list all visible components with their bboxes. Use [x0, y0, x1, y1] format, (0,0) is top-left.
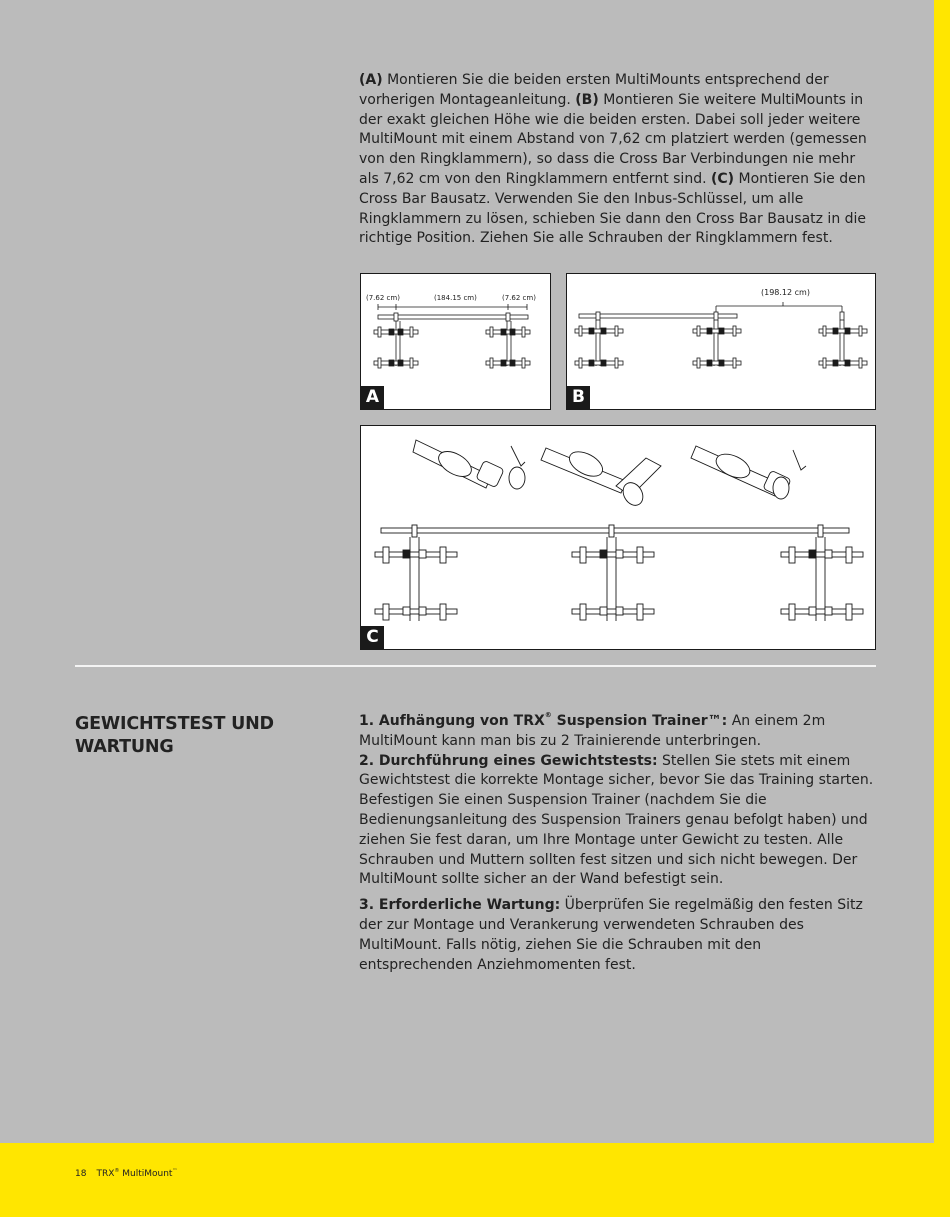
accent-bar-right — [934, 0, 950, 1217]
figure-b-label: B — [567, 386, 590, 409]
footer-reg: ® — [114, 1168, 120, 1174]
step-b-text: Montieren Sie weitere MultiMounts in der exakt gleichen Höhe wie die beiden ersten. Dabei soll jeder weitere MultiMount mit einem Abstand von 7,62 cm platziert werden (gemessen von den Ringklammern), so dass die Cross Bar Verbindungen nie mehr als 7,62 cm von den Ringklammern entfernt sind. — [359, 91, 867, 187]
intro-paragraph — [359, 71, 879, 249]
footer-brand: TRX — [96, 1169, 115, 1179]
item2-text: Stellen Sie stets mit einem Gewichtstest die korrekte Montage sicher, bevor Sie das Training starten. Befestigen Sie einen Suspension Trainer (nachdem Sie die Bedienungsanleitung des Suspension Trainers genau befolgt haben) und ziehen Sie fest daran, um Ihre Montage unter Gewicht zu testen. Alle Schrauben und Muttern sollten fest sitzen und sich nicht bewegen. Der MultiMount sollte sicher an der Wand befestigt sein. — [359, 752, 874, 888]
figure-c-label: C — [361, 626, 384, 649]
item3-title: 3. Erforderliche Wartung: — [359, 897, 561, 914]
footer-text — [75, 1169, 177, 1179]
item1-reg: ® — [544, 711, 552, 719]
item3-text: Überprüfen Sie regelmäßig den festen Sitz der zur Montage und Verankerung verwendeten Schrauben des MultiMount. Falls nötig, ziehen Sie die Schrauben mit den entsprechenden Anziehmomenten fest. — [359, 897, 863, 973]
figure-b-dim: (198.12 cm) — [761, 288, 810, 297]
figure-a-dim-left: (7.62 cm) — [366, 294, 400, 302]
step-b-tag: (B) — [575, 91, 599, 108]
figure-a-label: A — [361, 386, 384, 409]
step-c-text: Montieren Sie den Cross Bar Bausatz. Verwenden Sie den Inbus-Schlüssel, um alle Ringklammern zu lösen, schieben Sie dann den Cross Bar Bausatz in die richtige Position. Ziehen Sie alle Schrauben der Ringklammern fest. — [359, 170, 867, 247]
section-divider — [75, 665, 876, 667]
step-c-tag: (C) — [710, 170, 735, 187]
figure-c-drawing — [361, 426, 876, 650]
footer-tm: ™ — [172, 1168, 178, 1174]
step-a-text: Montieren Sie die beiden ersten MultiMounts entsprechend der vorherigen Montageanleitung. — [359, 72, 829, 108]
page-number: 18 — [75, 1169, 87, 1179]
figure-a-dim-mid: (184.15 cm) — [434, 294, 477, 302]
section-body — [359, 712, 879, 975]
figure-a — [360, 273, 551, 410]
footer-product: MultiMount — [119, 1169, 173, 1179]
item1-title-post: Suspension Trainer™: — [551, 713, 728, 729]
figure-b-drawing — [567, 274, 876, 410]
item1-title-pre: 1. Aufhängung von TRX — [359, 713, 545, 729]
figure-a-dim-right: (7.62 cm) — [502, 294, 536, 302]
figure-c — [360, 425, 876, 650]
item1-title — [359, 713, 727, 729]
item2-title: 2. Durchführung eines Gewichtstests: — [359, 752, 658, 769]
section-title: GEWICHTSTEST UND WARTUNG — [75, 714, 274, 757]
figure-b — [566, 273, 876, 410]
step-a-tag: (A) — [359, 72, 383, 88]
footer-bar — [0, 1143, 950, 1217]
item1-text: An einem 2m MultiMount kann man bis zu 2 Trainierende unterbringen. — [359, 713, 826, 749]
